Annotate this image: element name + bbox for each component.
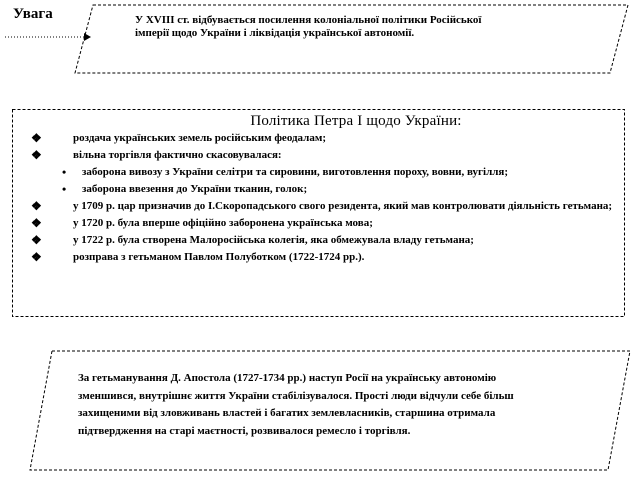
list-item <box>14 234 618 247</box>
sub-list-item <box>14 183 618 196</box>
attention-text: У XVIII ст. відбувається посилення колоніальної політики Російської імперії щодо України і ліквідація української автономії. <box>135 14 482 39</box>
list-item <box>14 149 618 162</box>
list-item <box>14 200 618 213</box>
list-item <box>14 132 618 145</box>
list-item-text: у 1709 р. цар призначив до І.Скоропадського свого резидента, який мав контролювати діяльність гетьмана; <box>73 200 613 212</box>
list-item-text: вільна торгівля фактично скасовувалася: <box>73 149 282 161</box>
list-item-text: у 1720 р. була вперше офіційно заборонена українська мова; <box>73 217 373 229</box>
sub-list-item-text: заборона вивозу з України селітри та сировини, виготовлення пороху, вовни, вугілля; <box>82 166 509 178</box>
peter-policy-box <box>14 113 618 268</box>
diamond-bullet-icon: ❖ <box>31 148 42 162</box>
diamond-bullet-icon: ❖ <box>31 216 42 230</box>
sub-list-item <box>14 166 618 179</box>
list-item-text: роздача українських земель російським феодалам; <box>73 132 326 144</box>
list-item-text: у 1722 р. була створена Малоросійська колегія, яка обмежувала владу гетьмана; <box>73 234 474 246</box>
sub-list-item-text: заборона ввезення до України тканин, голок; <box>82 183 308 195</box>
policy-title: Політика Петра І щодо України: <box>250 113 462 129</box>
dot-bullet-icon: • <box>62 182 67 196</box>
diamond-bullet-icon: ❖ <box>31 233 42 247</box>
dot-bullet-icon: • <box>62 165 67 179</box>
list-item <box>14 217 618 230</box>
diamond-bullet-icon: ❖ <box>31 199 42 213</box>
diamond-bullet-icon: ❖ <box>31 250 42 264</box>
diamond-bullet-icon: ❖ <box>31 131 42 145</box>
apostol-text: За гетьманування Д. Апостола (1727-1734 рр.) наступ Росії на українську автономію зменшився, внутрішнє життя України стабілізувалося. Прості люди відчули себе більш захищеними від зловживань властей і багатих землевласників, старшина отримала підтвердження на старі маєтності, розвивалося ремесло і торгівля. <box>78 372 514 437</box>
attention-label: Увага <box>13 6 53 22</box>
list-item-text: розправа з гетьманом Павлом Полуботком (1722-1724 рр.). <box>73 251 365 263</box>
list-item <box>14 251 618 264</box>
